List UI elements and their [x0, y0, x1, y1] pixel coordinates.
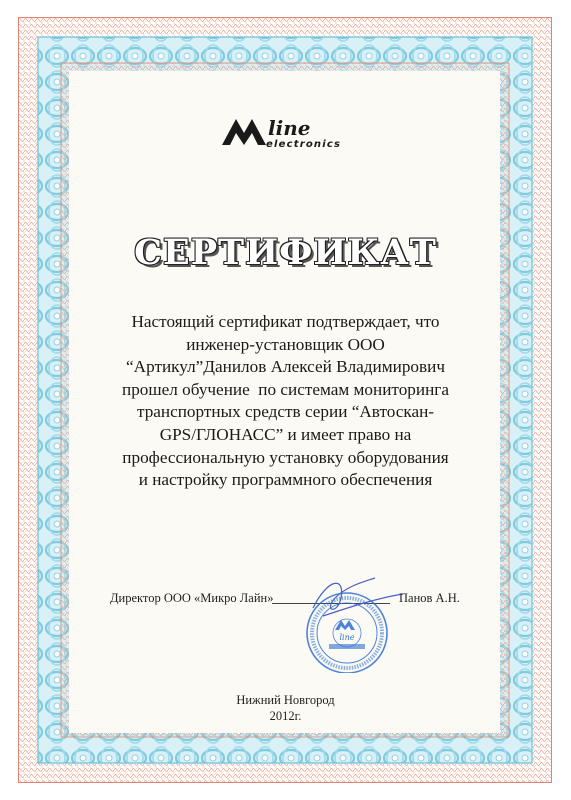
issue-year: 2012г.	[269, 709, 302, 723]
certificate-body	[90, 311, 481, 492]
svg-text:electronics: electronics	[266, 139, 342, 150]
signer-name: Панов А.Н.	[399, 591, 460, 605]
body-line: инженер-установщик ООО	[186, 334, 385, 354]
certificate-title: СЕРТИФИКАТ	[134, 232, 437, 273]
body-line: GPS/ГЛОНАСС” и имеет право на	[159, 424, 412, 444]
body-line: транспортных средств серии “Автоскан-	[136, 402, 435, 422]
body-line: и настройку программного обеспечения	[138, 470, 433, 490]
svg-text:line: line	[268, 116, 311, 140]
signer-position: Директор ООО «Микро Лайн»	[110, 591, 274, 605]
issue-city: Нижний Новгород	[236, 693, 335, 707]
svg-text:line: line	[339, 633, 355, 642]
signature-scribble	[313, 578, 403, 616]
body-line: Настоящий сертификат подтверждает, что	[131, 312, 440, 331]
body-line: “Артикул”Данилов Алексей Владимирович	[126, 357, 445, 377]
body-line: профессиональную установку оборудования	[122, 447, 449, 467]
issue-place-date	[0, 692, 571, 724]
company-stamp	[283, 568, 423, 673]
company-logo	[222, 113, 372, 157]
body-line: прошел обучение по системам мониторинга	[122, 379, 449, 399]
logo-mark-icon	[222, 119, 266, 145]
